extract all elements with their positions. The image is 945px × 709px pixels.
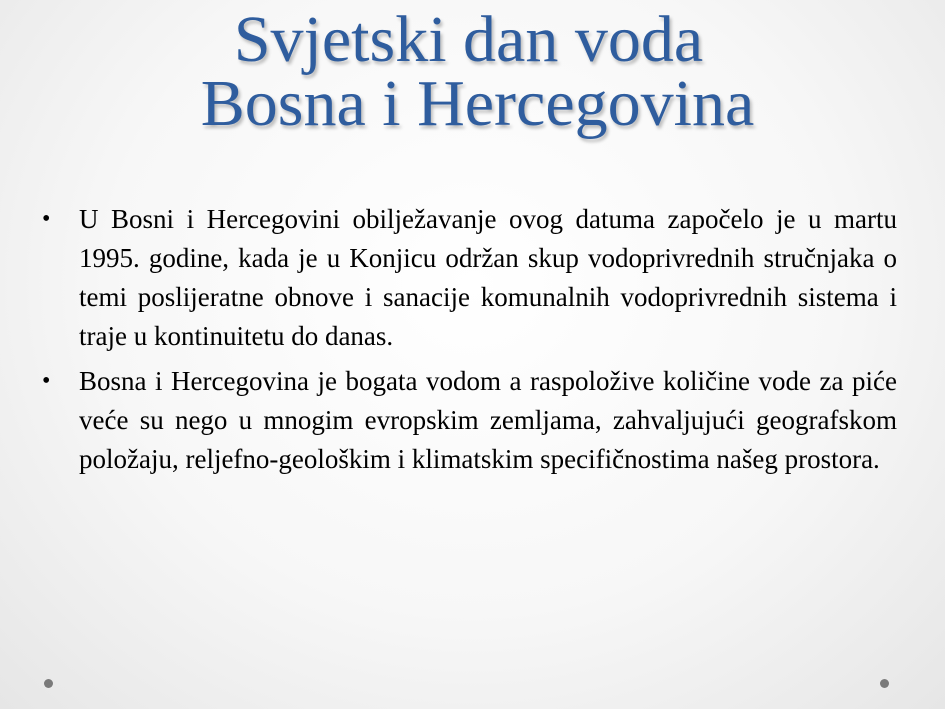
title-line-1: Svjetski dan voda <box>233 3 704 76</box>
bullet-list <box>40 200 897 485</box>
bullet-icon: • <box>42 206 51 232</box>
bullet-icon: • <box>42 368 51 394</box>
decor-dot-right <box>880 679 889 688</box>
title-line-2: Bosna i Hercegovina <box>200 67 755 140</box>
bullet-item <box>40 200 897 356</box>
bullet-item <box>40 362 897 479</box>
decor-dot-left <box>44 679 53 688</box>
bullet-text: Bosna i Hercegovina je bogata vodom a raspoložive količine vode za piće veće su nego u mnogim evropskim zemljama, zahvaljujući geografskom položaju, reljefno-geološkim i klimatskim specifičnostima našeg prostora. <box>79 366 897 474</box>
bullet-text: U Bosni i Hercegovini obilježavanje ovog datuma započelo je u martu 1995. godine, kada je u Konjicu održan skup vodoprivrednih stručnjaka o temi poslijeratne obnove i sanacije komunalnih vodoprivrednih sistema i traje u kontinuitetu do danas. <box>79 204 897 351</box>
slide-title <box>0 3 945 140</box>
